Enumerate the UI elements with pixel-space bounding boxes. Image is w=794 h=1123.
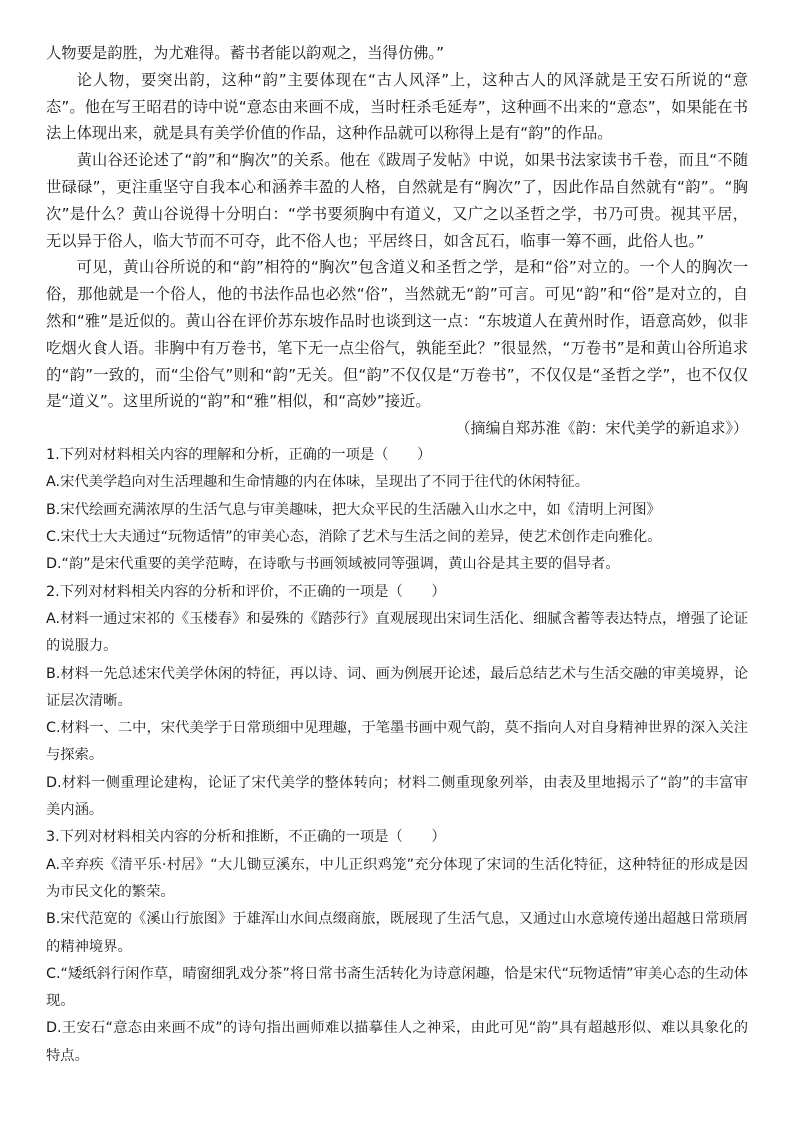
- article-paragraph: 黄山谷还论述了“韵”和“胸次”的关系。他在《跋周子发帖》中说，如果书法家读书千卷，而且“不随世碌碌”，更注重坚守自我本心和涵养丰盈的人格，自然就是有“胸次”了，因此作品自然就有“韵”。“胸次”是什么？黄山谷说得十分明白：“学书要须胸中有道义，又广之以圣哲之学，书乃可贵。视其平居，无以异于俗人，临大节而不可夺，此不俗人也；平居终日，如含瓦石，临事一筹不画，此俗人也。”: [46, 151, 748, 250]
- answer-option-b[interactable]: B.宋代范宽的《溪山行旅图》于雄浑山水间点缀商旅，既展现了生活气息，又通过山水意境传递出超越日常琐屑的精神境界。: [46, 911, 748, 955]
- question-2: [46, 579, 748, 825]
- question-stem: 1.下列对材料相关内容的理解和分析，正确的一项是（ ）: [46, 447, 432, 464]
- answer-option-a[interactable]: A.辛弃疾《清平乐·村居》“大儿锄豆溪东，中儿正织鸡笼”充分体现了宋词的生活化特征，这种特征的形成是因为市民文化的繁荣。: [46, 856, 748, 900]
- answer-option-d[interactable]: D.王安石“意态由来画不成”的诗句指出画师难以描摹佳人之神采，由此可见“韵”具有超越形似、难以具象化的特点。: [46, 1020, 748, 1064]
- question-3: [46, 824, 748, 1070]
- answer-option-c[interactable]: C.“矮纸斜行闲作草，晴窗细乳戏分茶”将日常书斋生活转化为诗意闲趣，恰是宋代“玩物适情”审美心态的生动体现。: [46, 965, 748, 1010]
- article-paragraph: 论人物，要突出韵，这种“韵”主要体现在“古人风泽”上，这种古人的风泽就是王安石所说的“意态”。他在写王昭君的诗中说“意态由来画不成，当时枉杀毛延寿”，这种画不出来的“意态”，如果能在书法上体现出来，就是具有美学价值的作品，这种作品就可以称得上是有“韵”的作品。: [46, 70, 748, 143]
- answer-option-b[interactable]: B.材料一先总述宋代美学休闲的特征，再以诗、词、画为例展开论述，最后总结艺术与生活交融的审美境界，论证层次清晰。: [46, 665, 748, 709]
- document-page: [46, 40, 748, 1070]
- answer-option-c[interactable]: C.宋代士大夫通过“玩物适情”的审美心态，消除了艺术与生活之间的差异，使艺术创作走向雅化。: [46, 529, 662, 546]
- answer-option-a[interactable]: A.宋代美学趋向对生活理趣和生命情趣的内在体味，呈现出了不同于往代的休闲特征。: [46, 474, 590, 491]
- article-paragraph: 人物要是韵胜，为尤难得。蓄书者能以韵观之，当得仿佛。”: [46, 44, 444, 62]
- answer-option-d[interactable]: D.“韵”是宋代重要的美学范畴，在诗歌与书画领域被同等强调，黄山谷是其主要的倡导者。: [46, 556, 620, 573]
- answer-option-a[interactable]: A.材料一通过宋祁的《玉楼春》和晏殊的《踏莎行》直观展现出宋词生活化、细腻含蓄等表达特点，增强了论证的说服力。: [46, 610, 748, 655]
- question-stem: 2.下列对材料相关内容的分析和评价，不正确的一项是（ ）: [46, 583, 446, 600]
- article-paragraph: 可见，黄山谷所说的和“韵”相符的“胸次”包含道义和圣哲之学，是和“俗”对立的。一个人的胸次一俗，那他就是一个俗人，他的书法作品也必然“俗”，当然就无“韵”可言。可见“韵”和“俗”是对立的，自然和“雅”是近似的。黄山谷在评价苏东坡作品时也谈到这一点：“东坡道人在黄州时作，语意高妙，似非吃烟火食人语。非胸中有万卷书，笔下无一点尘俗气，孰能至此？”很显然，“万卷书”是和黄山谷所追求的“韵”一致的，而“尘俗气”则和“韵”无关。但“韵”不仅仅是“万卷书”，不仅仅是“圣哲之学”，也不仅仅是“道义”。这里所说的“韵”和“雅”相似，和“高妙”接近。: [46, 258, 748, 411]
- article: [46, 40, 748, 442]
- question-stem: 3.下列对材料相关内容的分析和推断，不正确的一项是（ ）: [46, 829, 446, 846]
- answer-option-d[interactable]: D.材料一侧重理论建构，论证了宋代美学的整体转向；材料二侧重现象列举，由表及里地揭示了“韵”的丰富审美内涵。: [46, 774, 748, 819]
- article-source: （摘编自郑苏淮《韵：宋代美学的新追求》）: [455, 419, 748, 438]
- answer-option-b[interactable]: B.宋代绘画充满浓厚的生活气息与审美趣味，把大众平民的生活融入山水之中，如《清明上河图》: [46, 501, 661, 518]
- question-1: [46, 442, 748, 578]
- answer-option-c[interactable]: C.材料一、二中，宋代美学于日常琐细中见理趣，于笔墨书画中观气韵，莫不指向人对自身精神世界的深入关注与探索。: [46, 720, 748, 764]
